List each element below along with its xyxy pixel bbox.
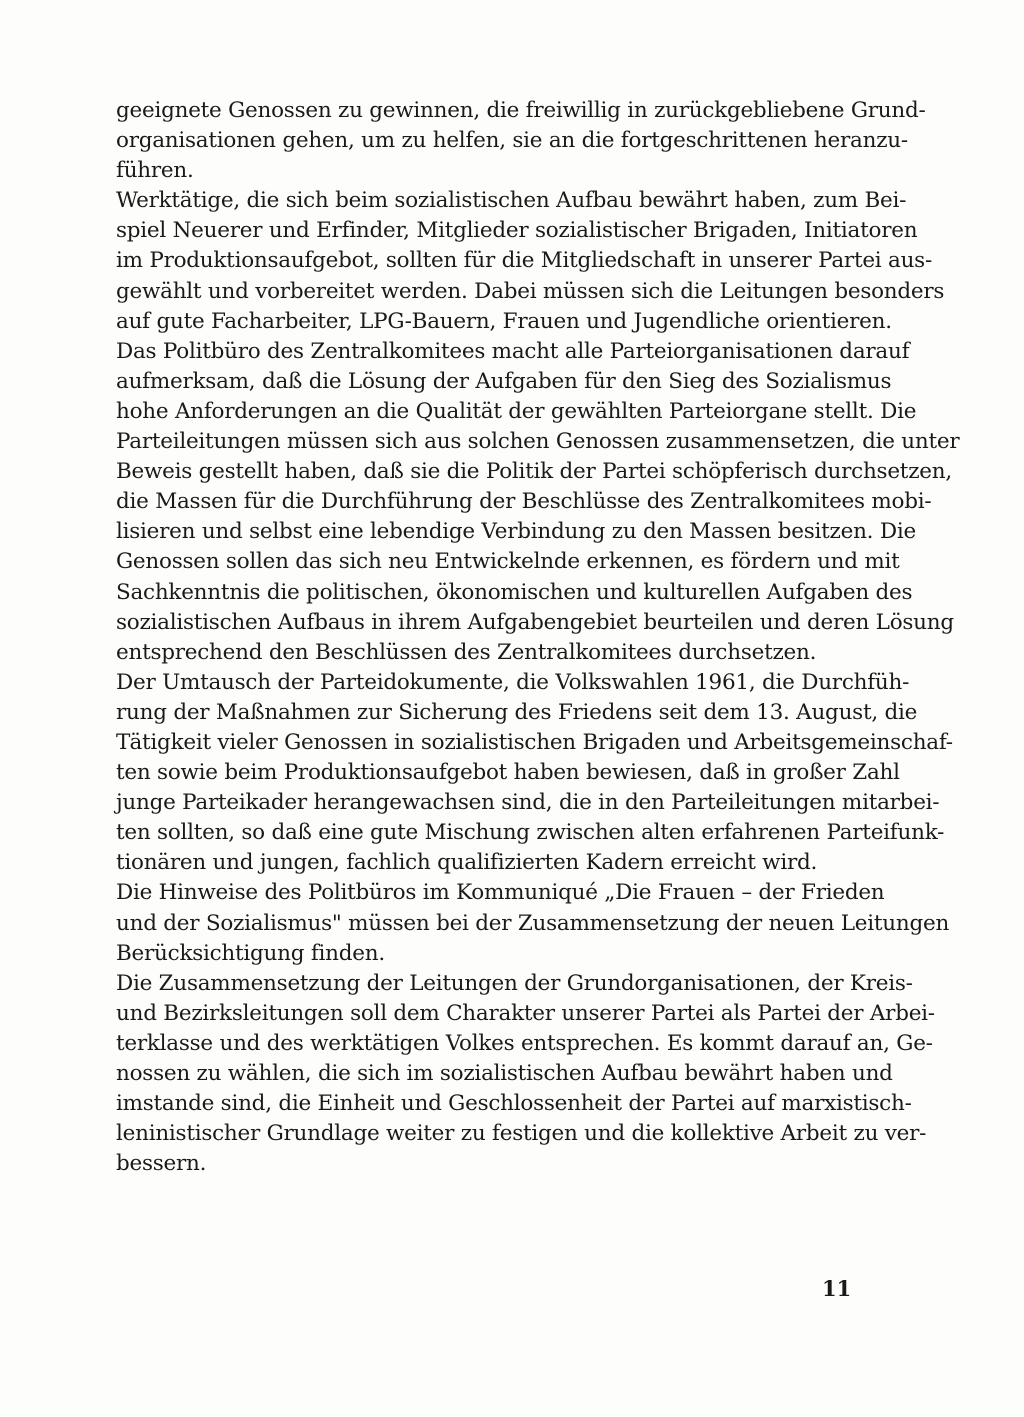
- text-line: und der Sozialismus" müssen bei der Zusammensetzung der neuen Leitungen: [116, 910, 950, 936]
- paragraph-2: [116, 186, 945, 336]
- text-line: sozialistischen Aufbaus in ihrem Aufgabengebiet beurteilen und deren Lösung: [116, 609, 954, 635]
- paragraph-1: [116, 96, 926, 186]
- paragraph-6: [116, 969, 935, 1180]
- paragraph-4: [116, 668, 953, 879]
- text-line: entsprechend den Beschlüssen des Zentralkomitees durchsetzen.: [116, 639, 817, 665]
- text-line: terklasse und des werktätigen Volkes entsprechen. Es kommt darauf an, Ge-: [116, 1030, 933, 1056]
- text-line: nossen zu wählen, die sich im sozialistischen Aufbau bewährt haben und: [116, 1061, 893, 1086]
- paragraph-3: [116, 337, 960, 668]
- text-line: tionären und jungen, fachlich qualifizierten Kadern erreicht wird.: [116, 850, 818, 876]
- paragraph-5: [116, 878, 950, 968]
- text-line: Der Umtausch der Parteidokumente, die Volkswahlen 1961, die Durchfüh-: [116, 669, 910, 695]
- text-line: Sachkenntnis die politischen, ökonomischen und kulturellen Aufgaben des: [116, 579, 913, 605]
- text-line: aufmerksam, daß die Lösung der Aufgaben für den Sieg des Sozialismus: [116, 368, 892, 394]
- text-line: im Produktionsaufgebot, sollten für die Mitgliedschaft in unserer Partei aus-: [116, 248, 932, 274]
- text-line: gewählt und vorbereitet werden. Dabei müssen sich die Leitungen besonders: [116, 278, 945, 304]
- text-line: geeignete Genossen zu gewinnen, die freiwillig in zurückgebliebene Grund-: [116, 98, 926, 123]
- text-line: auf gute Facharbeiter, LPG-Bauern, Frauen und Jugendliche orientieren.: [116, 308, 892, 334]
- text-line: Genossen sollen das sich neu Entwickelnde erkennen, es fördern und mit: [116, 549, 900, 575]
- text-line: Die Zusammensetzung der Leitungen der Grundorganisationen, der Kreis-: [116, 970, 913, 996]
- text-line: lisieren und selbst eine lebendige Verbindung zu den Massen besitzen. Die: [116, 519, 916, 545]
- text-line: Die Hinweise des Politbüros im Kommuniqué „Die Frauen – der Frieden: [116, 880, 885, 906]
- text-line: junge Parteikader herangewachsen sind, die in den Parteileitungen mitarbei-: [116, 790, 940, 816]
- text-line: Tätigkeit vieler Genossen in sozialistischen Brigaden und Arbeitsgemeinschaf-: [116, 729, 953, 755]
- text-line: rung der Maßnahmen zur Sicherung des Friedens seit dem 13. August, die: [116, 699, 918, 725]
- text-line: Das Politbüro des Zentralkomitees macht alle Parteiorganisationen darauf: [116, 338, 910, 364]
- page-number: 11: [822, 1276, 852, 1301]
- text-line: Parteileitungen müssen sich aus solchen Genossen zusammensetzen, die unter: [116, 429, 960, 455]
- text-line: ten sowie beim Produktionsaufgebot haben bewiesen, daß in großer Zahl: [116, 760, 900, 786]
- text-line: Beweis gestellt haben, daß sie die Politik der Partei schöpferisch durchsetzen,: [116, 459, 952, 485]
- text-line: Werktätige, die sich beim sozialistischen Aufbau bewährt haben, zum Bei-: [116, 188, 907, 214]
- body-text: [116, 96, 960, 1179]
- text-line: spiel Neuerer und Erfinder, Mitglieder sozialistischer Brigaden, Initiatoren: [116, 218, 918, 244]
- text-line: Berücksichtigung finden.: [116, 940, 385, 966]
- text-line: führen.: [116, 158, 194, 184]
- text-line: hohe Anforderungen an die Qualität der gewählten Parteiorgane stellt. Die: [116, 398, 917, 424]
- text-line: imstande sind, die Einheit und Geschlossenheit der Partei auf marxistisch-: [116, 1091, 912, 1117]
- text-line: und Bezirksleitungen soll dem Charakter unserer Partei als Partei der Arbei-: [116, 1000, 935, 1026]
- text-line: bessern.: [116, 1151, 207, 1177]
- text-line: organisationen gehen, um zu helfen, sie an die fortgeschrittenen heranzu-: [116, 128, 908, 154]
- text-line: leninistischer Grundlage weiter zu festigen und die kollektive Arbeit zu ver-: [116, 1121, 927, 1147]
- text-line: ten sollten, so daß eine gute Mischung zwischen alten erfahrenen Parteifunk-: [116, 820, 945, 846]
- text-line: die Massen für die Durchführung der Beschlüsse des Zentralkomitees mobi-: [116, 489, 932, 515]
